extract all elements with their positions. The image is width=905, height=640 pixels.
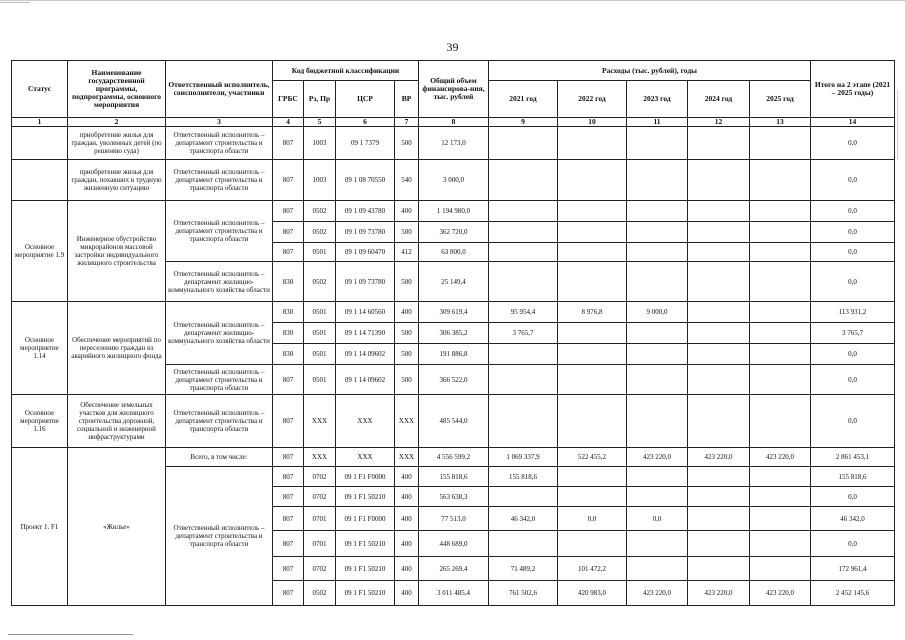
y2025-cell: 423 220,0: [750, 448, 811, 467]
y2023-cell: [627, 160, 688, 201]
rzpr-cell: 0701: [304, 531, 336, 557]
vr-cell: 400: [395, 557, 419, 581]
y2023-cell: 0,0: [627, 507, 688, 531]
total-cell: 155 818,6: [419, 467, 489, 487]
y2023-cell: [627, 395, 688, 448]
y2024-cell: [688, 365, 750, 395]
status-cell: Проект 1. F1: [12, 448, 68, 606]
itogo-cell: 0,0: [811, 243, 895, 262]
y2025-cell: [750, 127, 811, 160]
grbs-cell: 830: [273, 323, 304, 344]
grbs-cell: 807: [273, 467, 304, 487]
y2022-cell: 8 976,8: [558, 302, 627, 323]
header-vr: ВР: [395, 81, 419, 118]
total-cell: 309 619,4: [419, 302, 489, 323]
y2024-cell: [688, 395, 750, 448]
status-cell: [12, 127, 68, 160]
y2022-cell: [558, 365, 627, 395]
y2022-cell: [558, 262, 627, 302]
executor-cell: Ответственный исполнитель – департамент строительства и транспорта области: [166, 395, 273, 448]
grbs-cell: 807: [273, 127, 304, 160]
rzpr-cell: XXX: [304, 395, 336, 448]
y2021-cell: [489, 160, 558, 201]
status-cell: Основное мероприятие 1.14: [12, 302, 68, 395]
itogo-cell: 2 452 145,6: [811, 581, 895, 606]
y2022-cell: 101 472,2: [558, 557, 627, 581]
total-cell: 563 638,3: [419, 487, 489, 507]
y2021-cell: [489, 201, 558, 222]
csr-cell: 09 1 F1 50210: [336, 487, 395, 507]
y2025-cell: [750, 160, 811, 201]
y2024-cell: [688, 323, 750, 344]
y2025-cell: [750, 467, 811, 487]
y2022-cell: [558, 531, 627, 557]
colnum: 4: [273, 118, 304, 127]
y2021-cell: 761 502,6: [489, 581, 558, 606]
grbs-cell: 830: [273, 262, 304, 302]
itogo-cell: 46 342,0: [811, 507, 895, 531]
status-cell: Основное мероприятие 1.16: [12, 395, 68, 448]
y2023-cell: [627, 127, 688, 160]
column-number-row: [12, 118, 895, 127]
y2024-cell: [688, 262, 750, 302]
itogo-cell: 0,0: [811, 395, 895, 448]
total-cell: 265 269,4: [419, 557, 489, 581]
rzpr-cell: XXX: [304, 448, 336, 467]
table-row: [12, 448, 895, 467]
y2021-cell: 71 489,2: [489, 557, 558, 581]
vr-cell: 400: [395, 531, 419, 557]
y2022-cell: 420 983,0: [558, 581, 627, 606]
colnum: 10: [558, 118, 627, 127]
table-row: [12, 201, 895, 222]
y2024-cell: [688, 487, 750, 507]
itogo-cell: 0,0: [811, 487, 895, 507]
itogo-cell: 0,0: [811, 222, 895, 243]
csr-cell: XXX: [336, 448, 395, 467]
grbs-cell: 807: [273, 395, 304, 448]
header-rzpr: Рз, Пр: [304, 81, 336, 118]
name-cell: приобретение жилья для граждан, уволенных детей (по решению суда): [68, 127, 166, 160]
header-2025: 2025 год: [750, 81, 811, 118]
rzpr-cell: 0701: [304, 507, 336, 531]
header-2023: 2023 год: [627, 81, 688, 118]
total-cell: 63 800,0: [419, 243, 489, 262]
itogo-cell: 0,0: [811, 160, 895, 201]
executor-cell: Ответственный исполнитель – департамент строительства и транспорта области: [166, 160, 273, 201]
name-cell: Инженерное обустройство микрорайонов массовой застройки индивидуального жилищного строительства: [68, 201, 166, 302]
grbs-cell: 807: [273, 557, 304, 581]
vr-cell: 500: [395, 344, 419, 365]
vr-cell: 400: [395, 302, 419, 323]
colnum: 7: [395, 118, 419, 127]
csr-cell: 09 1 09 73780: [336, 262, 395, 302]
status-cell: [12, 160, 68, 201]
itogo-cell: 155 818,6: [811, 467, 895, 487]
itogo-cell: 0,0: [811, 262, 895, 302]
itogo-cell: 113 931,2: [811, 302, 895, 323]
total-cell: 362 720,0: [419, 222, 489, 243]
y2023-cell: [627, 222, 688, 243]
y2023-cell: [627, 323, 688, 344]
y2024-cell: [688, 467, 750, 487]
y2022-cell: [558, 487, 627, 507]
y2023-cell: 423 220,0: [627, 448, 688, 467]
colnum: 14: [811, 118, 895, 127]
vr-cell: 500: [395, 262, 419, 302]
grbs-cell: 807: [273, 448, 304, 467]
grbs-cell: 807: [273, 581, 304, 606]
colnum: 6: [336, 118, 395, 127]
y2023-cell: [627, 557, 688, 581]
vr-cell: 400: [395, 201, 419, 222]
rzpr-cell: 0501: [304, 344, 336, 365]
header-2024: 2024 год: [688, 81, 750, 118]
rzpr-cell: 1003: [304, 160, 336, 201]
header-budget-code: Код бюджетной классификации: [273, 61, 419, 81]
grbs-cell: 807: [273, 507, 304, 531]
csr-cell: 09 1 14 60560: [336, 302, 395, 323]
total-cell: 3 000,0: [419, 160, 489, 201]
colnum: 12: [688, 118, 750, 127]
y2023-cell: [627, 531, 688, 557]
y2023-cell: [627, 467, 688, 487]
y2022-cell: 522 455,2: [558, 448, 627, 467]
rzpr-cell: 0501: [304, 243, 336, 262]
vr-cell: 500: [395, 127, 419, 160]
csr-cell: 09 1 09 43780: [336, 201, 395, 222]
vr-cell: XXX: [395, 395, 419, 448]
y2022-cell: 0,0: [558, 507, 627, 531]
y2021-cell: 95 954,4: [489, 302, 558, 323]
csr-cell: 09 1 14 09602: [336, 344, 395, 365]
y2025-cell: 423 220,0: [750, 581, 811, 606]
header-2021: 2021 год: [489, 81, 558, 118]
rzpr-cell: 0702: [304, 557, 336, 581]
csr-cell: 09 1 F1 50210: [336, 581, 395, 606]
top-tick: [0, 2, 30, 3]
executor-cell: Ответственный исполнитель – департамент строительства и транспорта области: [166, 467, 273, 606]
colnum: 13: [750, 118, 811, 127]
y2023-cell: [627, 201, 688, 222]
csr-cell: 09 1 F1 F0000: [336, 507, 395, 531]
y2025-cell: [750, 201, 811, 222]
scan-edge-mark: [897, 90, 898, 160]
rzpr-cell: 0502: [304, 201, 336, 222]
y2025-cell: [750, 365, 811, 395]
y2024-cell: [688, 243, 750, 262]
header-grbs: ГРБС: [273, 81, 304, 118]
csr-cell: 09 1 14 09602: [336, 365, 395, 395]
y2025-cell: [750, 507, 811, 531]
colnum: 3: [166, 118, 273, 127]
total-cell: 306 385,2: [419, 323, 489, 344]
header-expenses: Расходы (тыс. рублей), годы: [489, 61, 811, 81]
vr-cell: 500: [395, 323, 419, 344]
colnum: 5: [304, 118, 336, 127]
total-cell: 25 149,4: [419, 262, 489, 302]
rzpr-cell: 0702: [304, 467, 336, 487]
itogo-cell: 3 765,7: [811, 323, 895, 344]
y2023-cell: 9 000,0: [627, 302, 688, 323]
table-row: [12, 302, 895, 323]
y2021-cell: [489, 222, 558, 243]
y2025-cell: [750, 531, 811, 557]
total-cell: 12 173,0: [419, 127, 489, 160]
total-cell: 77 513,0: [419, 507, 489, 531]
rzpr-cell: 0501: [304, 323, 336, 344]
total-cell: 1 194 980,0: [419, 201, 489, 222]
y2024-cell: 423 220,0: [688, 581, 750, 606]
table-row: [12, 127, 895, 160]
y2021-cell: [489, 531, 558, 557]
csr-cell: 09 1 08 70550: [336, 160, 395, 201]
csr-cell: XXX: [336, 395, 395, 448]
y2025-cell: [750, 222, 811, 243]
itogo-cell: 0,0: [811, 127, 895, 160]
rzpr-cell: 0502: [304, 222, 336, 243]
executor-cell: Ответственный исполнитель – департамент строительства и транспорта области: [166, 365, 273, 395]
y2021-cell: [489, 243, 558, 262]
top-rule: [0, 0, 905, 1]
y2022-cell: [558, 395, 627, 448]
total-cell: 3 011 485,4: [419, 581, 489, 606]
header-2022: 2022 год: [558, 81, 627, 118]
grbs-cell: 807: [273, 531, 304, 557]
y2025-cell: [750, 395, 811, 448]
grbs-cell: 807: [273, 201, 304, 222]
grbs-cell: 807: [273, 160, 304, 201]
csr-cell: 09 1 F1 50210: [336, 531, 395, 557]
itogo-cell: 0,0: [811, 365, 895, 395]
executor-cell: Ответственный исполнитель – департамент строительства и транспорта области: [166, 127, 273, 160]
colnum: 1: [12, 118, 68, 127]
vr-cell: 540: [395, 160, 419, 201]
y2023-cell: [627, 344, 688, 365]
csr-cell: 09 1 F1 F0000: [336, 467, 395, 487]
vr-cell: XXX: [395, 448, 419, 467]
itogo-cell: 172 961,4: [811, 557, 895, 581]
rzpr-cell: 0501: [304, 302, 336, 323]
colnum: 11: [627, 118, 688, 127]
y2025-cell: [750, 487, 811, 507]
csr-cell: 09 1 09 60470: [336, 243, 395, 262]
y2025-cell: [750, 302, 811, 323]
grbs-cell: 830: [273, 344, 304, 365]
colnum: 9: [489, 118, 558, 127]
table-row: [12, 160, 895, 201]
y2023-cell: [627, 365, 688, 395]
header-csr: ЦСР: [336, 81, 395, 118]
executor-cell: Ответственный исполнитель – департамент жилищно-коммунального хозяйства области: [166, 302, 273, 365]
y2022-cell: [558, 243, 627, 262]
rzpr-cell: 0502: [304, 581, 336, 606]
total-cell: 191 886,8: [419, 344, 489, 365]
y2023-cell: [627, 243, 688, 262]
y2024-cell: [688, 302, 750, 323]
csr-cell: 09 1 7379: [336, 127, 395, 160]
rzpr-cell: 0502: [304, 262, 336, 302]
vr-cell: 500: [395, 365, 419, 395]
y2022-cell: [558, 467, 627, 487]
y2025-cell: [750, 243, 811, 262]
status-cell: Основное мероприятие 1.9: [12, 201, 68, 302]
vr-cell: 412: [395, 243, 419, 262]
total-cell: 4 556 599,2: [419, 448, 489, 467]
y2022-cell: [558, 344, 627, 365]
table-row: [12, 395, 895, 448]
grbs-cell: 807: [273, 487, 304, 507]
executor-cell: Всего, в том числе:: [166, 448, 273, 467]
y2022-cell: [558, 127, 627, 160]
header-name: Наименование государственной программы, подпрограммы, основного мероприятия: [68, 61, 166, 118]
executor-cell: Ответственный исполнитель – департамент жилищно-коммунального хозяйства области: [166, 262, 273, 302]
y2023-cell: 423 220,0: [627, 581, 688, 606]
itogo-cell: 0,0: [811, 344, 895, 365]
vr-cell: 400: [395, 467, 419, 487]
budget-table: [11, 60, 895, 606]
y2024-cell: [688, 160, 750, 201]
csr-cell: 09 1 F1 50210: [336, 557, 395, 581]
itogo-cell: 0,0: [811, 531, 895, 557]
y2021-cell: [489, 127, 558, 160]
y2024-cell: [688, 507, 750, 531]
y2024-cell: [688, 222, 750, 243]
vr-cell: 400: [395, 487, 419, 507]
header-executor: Ответственный исполнитель, соисполнители, участники: [166, 61, 273, 118]
name-cell: приобретение жилья для граждан, похавших в трудную жизненную ситуацию: [68, 160, 166, 201]
y2021-cell: [489, 344, 558, 365]
csr-cell: 09 1 09 73780: [336, 222, 395, 243]
y2021-cell: 155 818,6: [489, 467, 558, 487]
header-stage-total: Итого на 2 этапе (2021 – 2025 годы): [811, 61, 895, 118]
y2021-cell: 1 069 337,9: [489, 448, 558, 467]
csr-cell: 09 1 14 71390: [336, 323, 395, 344]
y2022-cell: [558, 160, 627, 201]
y2025-cell: [750, 323, 811, 344]
name-cell: Обеспечение земельных участков для жилищного строительства дорожной, социальной и инженерной инфраструктурами: [68, 395, 166, 448]
rzpr-cell: 0501: [304, 365, 336, 395]
y2022-cell: [558, 323, 627, 344]
y2024-cell: [688, 531, 750, 557]
y2023-cell: [627, 487, 688, 507]
total-cell: 366 522,0: [419, 365, 489, 395]
y2024-cell: [688, 344, 750, 365]
header-row-1: [12, 61, 895, 81]
grbs-cell: 807: [273, 365, 304, 395]
y2024-cell: [688, 127, 750, 160]
vr-cell: 500: [395, 222, 419, 243]
y2024-cell: 423 220,0: [688, 448, 750, 467]
rzpr-cell: 1003: [304, 127, 336, 160]
vr-cell: 400: [395, 581, 419, 606]
name-cell: Обеспечение мероприятий по переселению граждан из аварийного жилищного фонда: [68, 302, 166, 395]
header-status: Статус: [12, 61, 68, 118]
y2025-cell: [750, 344, 811, 365]
y2022-cell: [558, 222, 627, 243]
page-number: 39: [446, 40, 459, 54]
colnum: 8: [419, 118, 489, 127]
y2021-cell: 3 765,7: [489, 323, 558, 344]
itogo-cell: 2 861 453,1: [811, 448, 895, 467]
rzpr-cell: 0702: [304, 487, 336, 507]
name-cell: «Жилье»: [68, 448, 166, 606]
y2024-cell: [688, 557, 750, 581]
colnum: 2: [68, 118, 166, 127]
y2025-cell: [750, 262, 811, 302]
itogo-cell: 0,0: [811, 201, 895, 222]
grbs-cell: 807: [273, 243, 304, 262]
grbs-cell: 807: [273, 222, 304, 243]
y2021-cell: [489, 395, 558, 448]
y2021-cell: [489, 487, 558, 507]
y2021-cell: [489, 365, 558, 395]
header-total: Общий объем финансирова-ния, тыс. рублей: [419, 61, 489, 118]
executor-cell: Ответственный исполнитель – департамент строительства и транспорта области: [166, 201, 273, 262]
footnote-rule: [8, 634, 133, 635]
y2021-cell: [489, 262, 558, 302]
y2023-cell: [627, 262, 688, 302]
total-cell: 448 689,0: [419, 531, 489, 557]
y2021-cell: 46 342,0: [489, 507, 558, 531]
total-cell: 485 544,0: [419, 395, 489, 448]
vr-cell: 400: [395, 507, 419, 531]
y2025-cell: [750, 557, 811, 581]
y2024-cell: [688, 201, 750, 222]
grbs-cell: 830: [273, 302, 304, 323]
y2022-cell: [558, 201, 627, 222]
